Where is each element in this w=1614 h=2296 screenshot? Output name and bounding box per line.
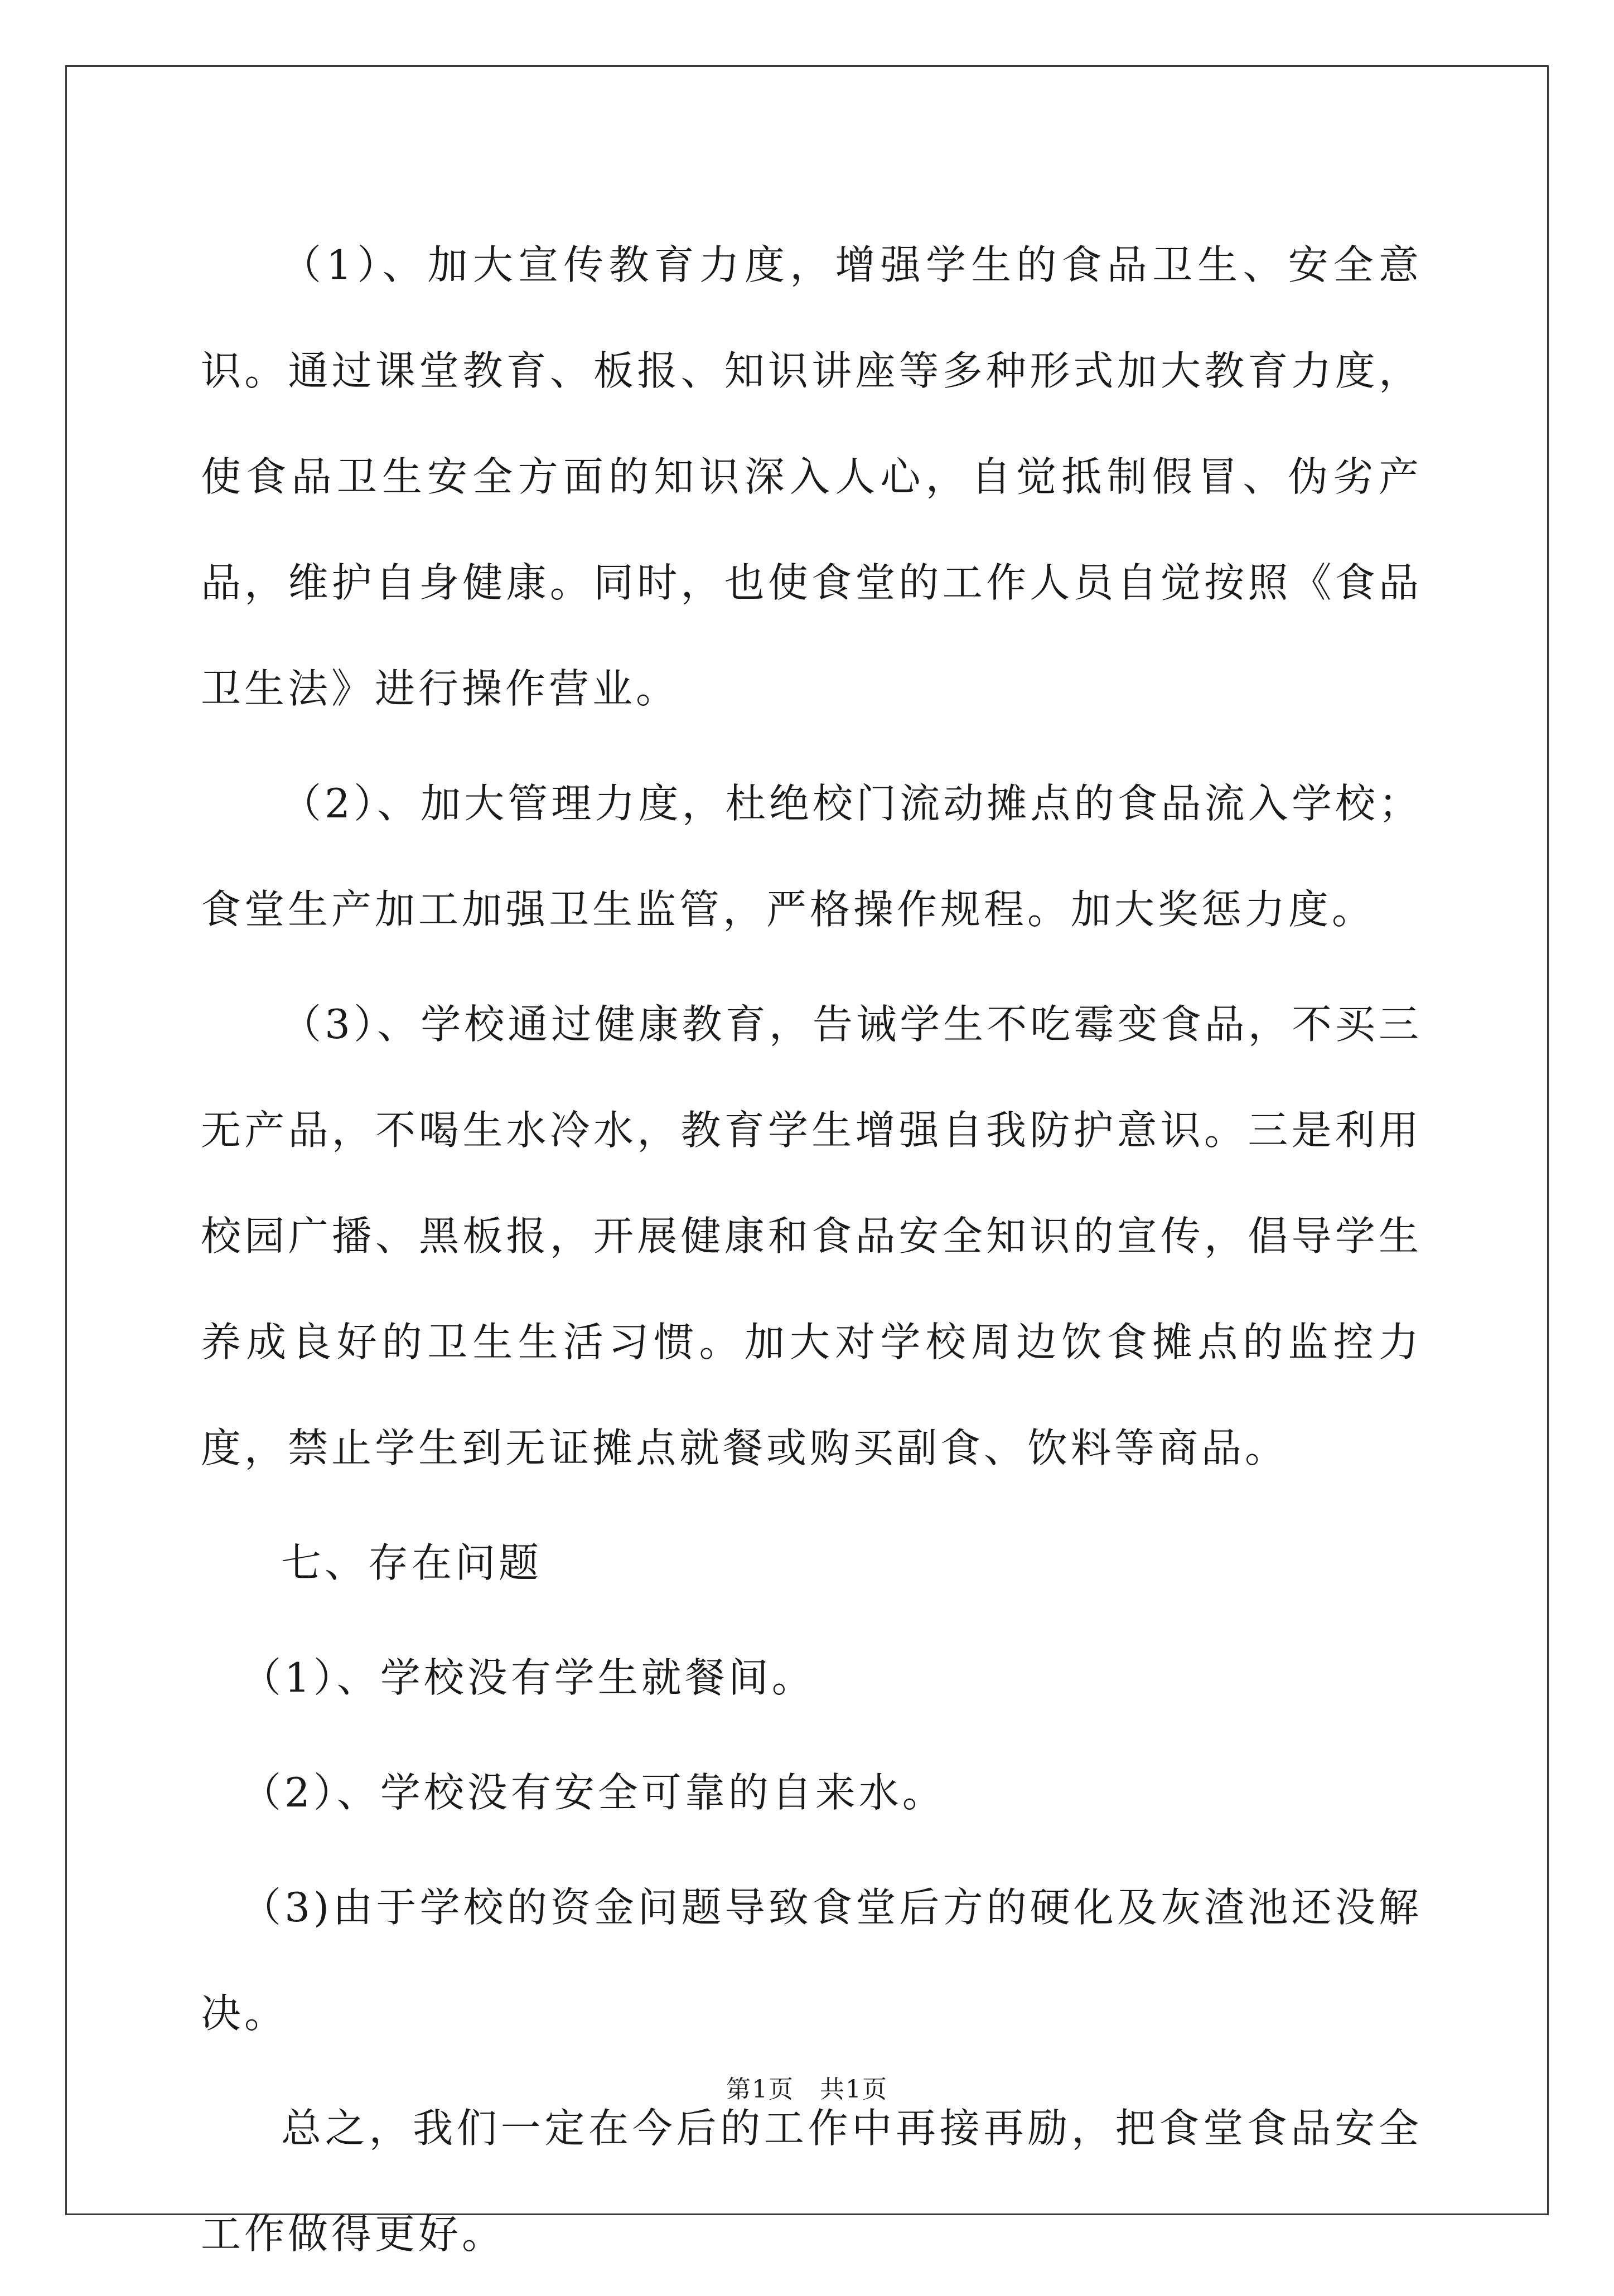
issue-item-3: （3)由于学校的资金问题导致食堂后方的硬化及灰渣池还没解决。: [201, 1884, 1422, 2037]
paragraph-2: （2）、加大管理力度，杜绝校门流动摊点的食品流入学校；食堂生产加工加强卫生监管，严格操作规程。加大奖惩力度。: [201, 780, 1422, 933]
paragraph-3: （3）、学校通过健康教育，告诫学生不吃霉变食品，不买三无产品，不喝生水冷水，教育学生增强自我防护意识。三是利用校园广播、黑板报，开展健康和食品安全知识的宣传，倡导学生养成良好的卫生生活习惯。加大对学校周边饮食摊点的监控力度，禁止学生到无证摊点就餐或购买副食、饮料等商品。: [201, 1001, 1422, 1471]
issue-item-1: （1）、学校没有学生就餐间。: [241, 1654, 815, 1701]
issue-item-2: （2）、学校没有安全可靠的自来水。: [241, 1769, 946, 1816]
section-heading: 七、存在问题: [281, 1539, 543, 1586]
conclusion-paragraph: 总之，我们一定在今后的工作中再接再励，把食堂食品安全工作做得更好。: [201, 2105, 1422, 2258]
document-body: [201, 212, 1422, 2296]
page-footer: 第1页 共1页: [726, 2075, 888, 2104]
paragraph-1: （1）、加大宣传教育力度，增强学生的食品卫生、安全意识。通过课堂教育、板报、知识讲座等多种形式加大教育力度，使食品卫生安全方面的知识深入人心，自觉抵制假冒、伪劣产品，维护自身健康。同时，也使食堂的工作人员自觉按照《食品卫生法》进行操作营业。: [201, 241, 1422, 712]
